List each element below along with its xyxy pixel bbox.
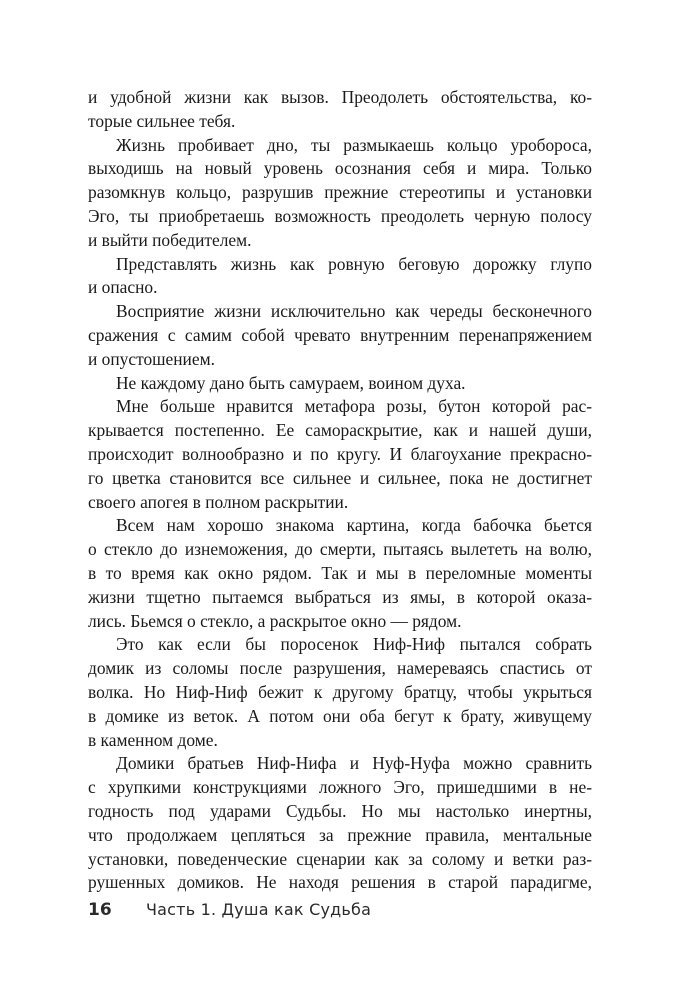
text-line: Не каждому дано быть самураем, воином духа.: [116, 372, 466, 393]
text-line: в то время как окно рядом. Так и мы в переломные моменты: [88, 562, 592, 583]
text-line: Всем нам хорошо знакома картина, когда бабочка бьется: [116, 515, 592, 536]
running-head: Часть 1. Душа как Судьба: [146, 900, 372, 919]
text-line: и опустошением.: [88, 348, 215, 369]
text-line: Мне больше нравится метафора розы, бутон которой рас-: [116, 396, 592, 417]
page-footer: [88, 900, 371, 924]
text-line: Восприятие жизни исключительно как череды бесконечного: [116, 301, 592, 322]
text-line: в домике из веток. А потом они оба бегут к брату, живущему: [88, 705, 592, 726]
text-line: и опасно.: [88, 277, 158, 298]
text-line: о стекло до изнеможения, до смерти, пытаясь вылететь на волю,: [88, 539, 592, 560]
text-line: лись. Бьемся о стекло, а раскрытое окно — рядом.: [88, 610, 462, 631]
text-line: крывается постепенно. Ее самораскрытие, как и нашей души,: [88, 420, 592, 441]
text-line: Представлять жизнь как ровную беговую дорожку глупо: [116, 253, 592, 274]
text-line: разомкнув кольцо, разрушив прежние стереотипы и установки: [88, 182, 592, 203]
text-line: с хрупкими конструкциями ложного Эго, пришедшими в не-: [88, 777, 592, 798]
text-line: и удобной жизни как вызов. Преодолеть обстоятельства, ко-: [88, 87, 592, 107]
text-line: установки, поведенческие сценарии как за солому и ветки раз-: [88, 848, 592, 869]
text-line: в каменном доме.: [88, 729, 218, 750]
text-line: сражения с самим собой чревато внутренним перенапряжением: [88, 324, 592, 345]
text-line: жизни тщетно пытаемся выбраться из ямы, в которой оказа-: [88, 586, 592, 607]
text-line: и выйти победителем.: [88, 229, 252, 250]
text-line: происходит волнообразно и по кругу. И благоухание прекрасно-: [88, 443, 592, 464]
body-text: [88, 86, 592, 895]
page-number: 16: [88, 900, 112, 920]
text-line: Домики братьев Ниф-Нифа и Нуф-Нуфа можно сравнить: [116, 753, 592, 774]
text-line: торые сильнее тебя.: [88, 110, 236, 131]
text-line: своего апогея в полном раскрытии.: [88, 491, 349, 512]
text-line: домик из соломы после разрушения, намереваясь спастись от: [88, 658, 592, 679]
text-line: годность под ударами Судьбы. Но мы настолько инертны,: [88, 800, 592, 821]
text-line: выходишь на новый уровень осознания себя и мира. Только: [88, 158, 592, 179]
text-line: что продолжаем цепляться за прежние правила, ментальные: [88, 824, 592, 845]
text-line: волка. Но Ниф-Ниф бежит к другому братцу, чтобы укрыться: [88, 681, 592, 702]
text-line: Эго, ты приобретаешь возможность преодолеть черную полосу: [88, 205, 592, 226]
text-line: Это как если бы поросенок Ниф-Ниф пытался собрать: [116, 634, 592, 655]
text-line: Жизнь пробивает дно, ты размыкаешь кольцо уробороса,: [116, 134, 592, 155]
text-line: го цветка становится все сильнее и сильнее, пока не достигнет: [88, 467, 592, 488]
text-line: рушенных домиков. Не находя решения в старой парадигме,: [88, 872, 592, 893]
